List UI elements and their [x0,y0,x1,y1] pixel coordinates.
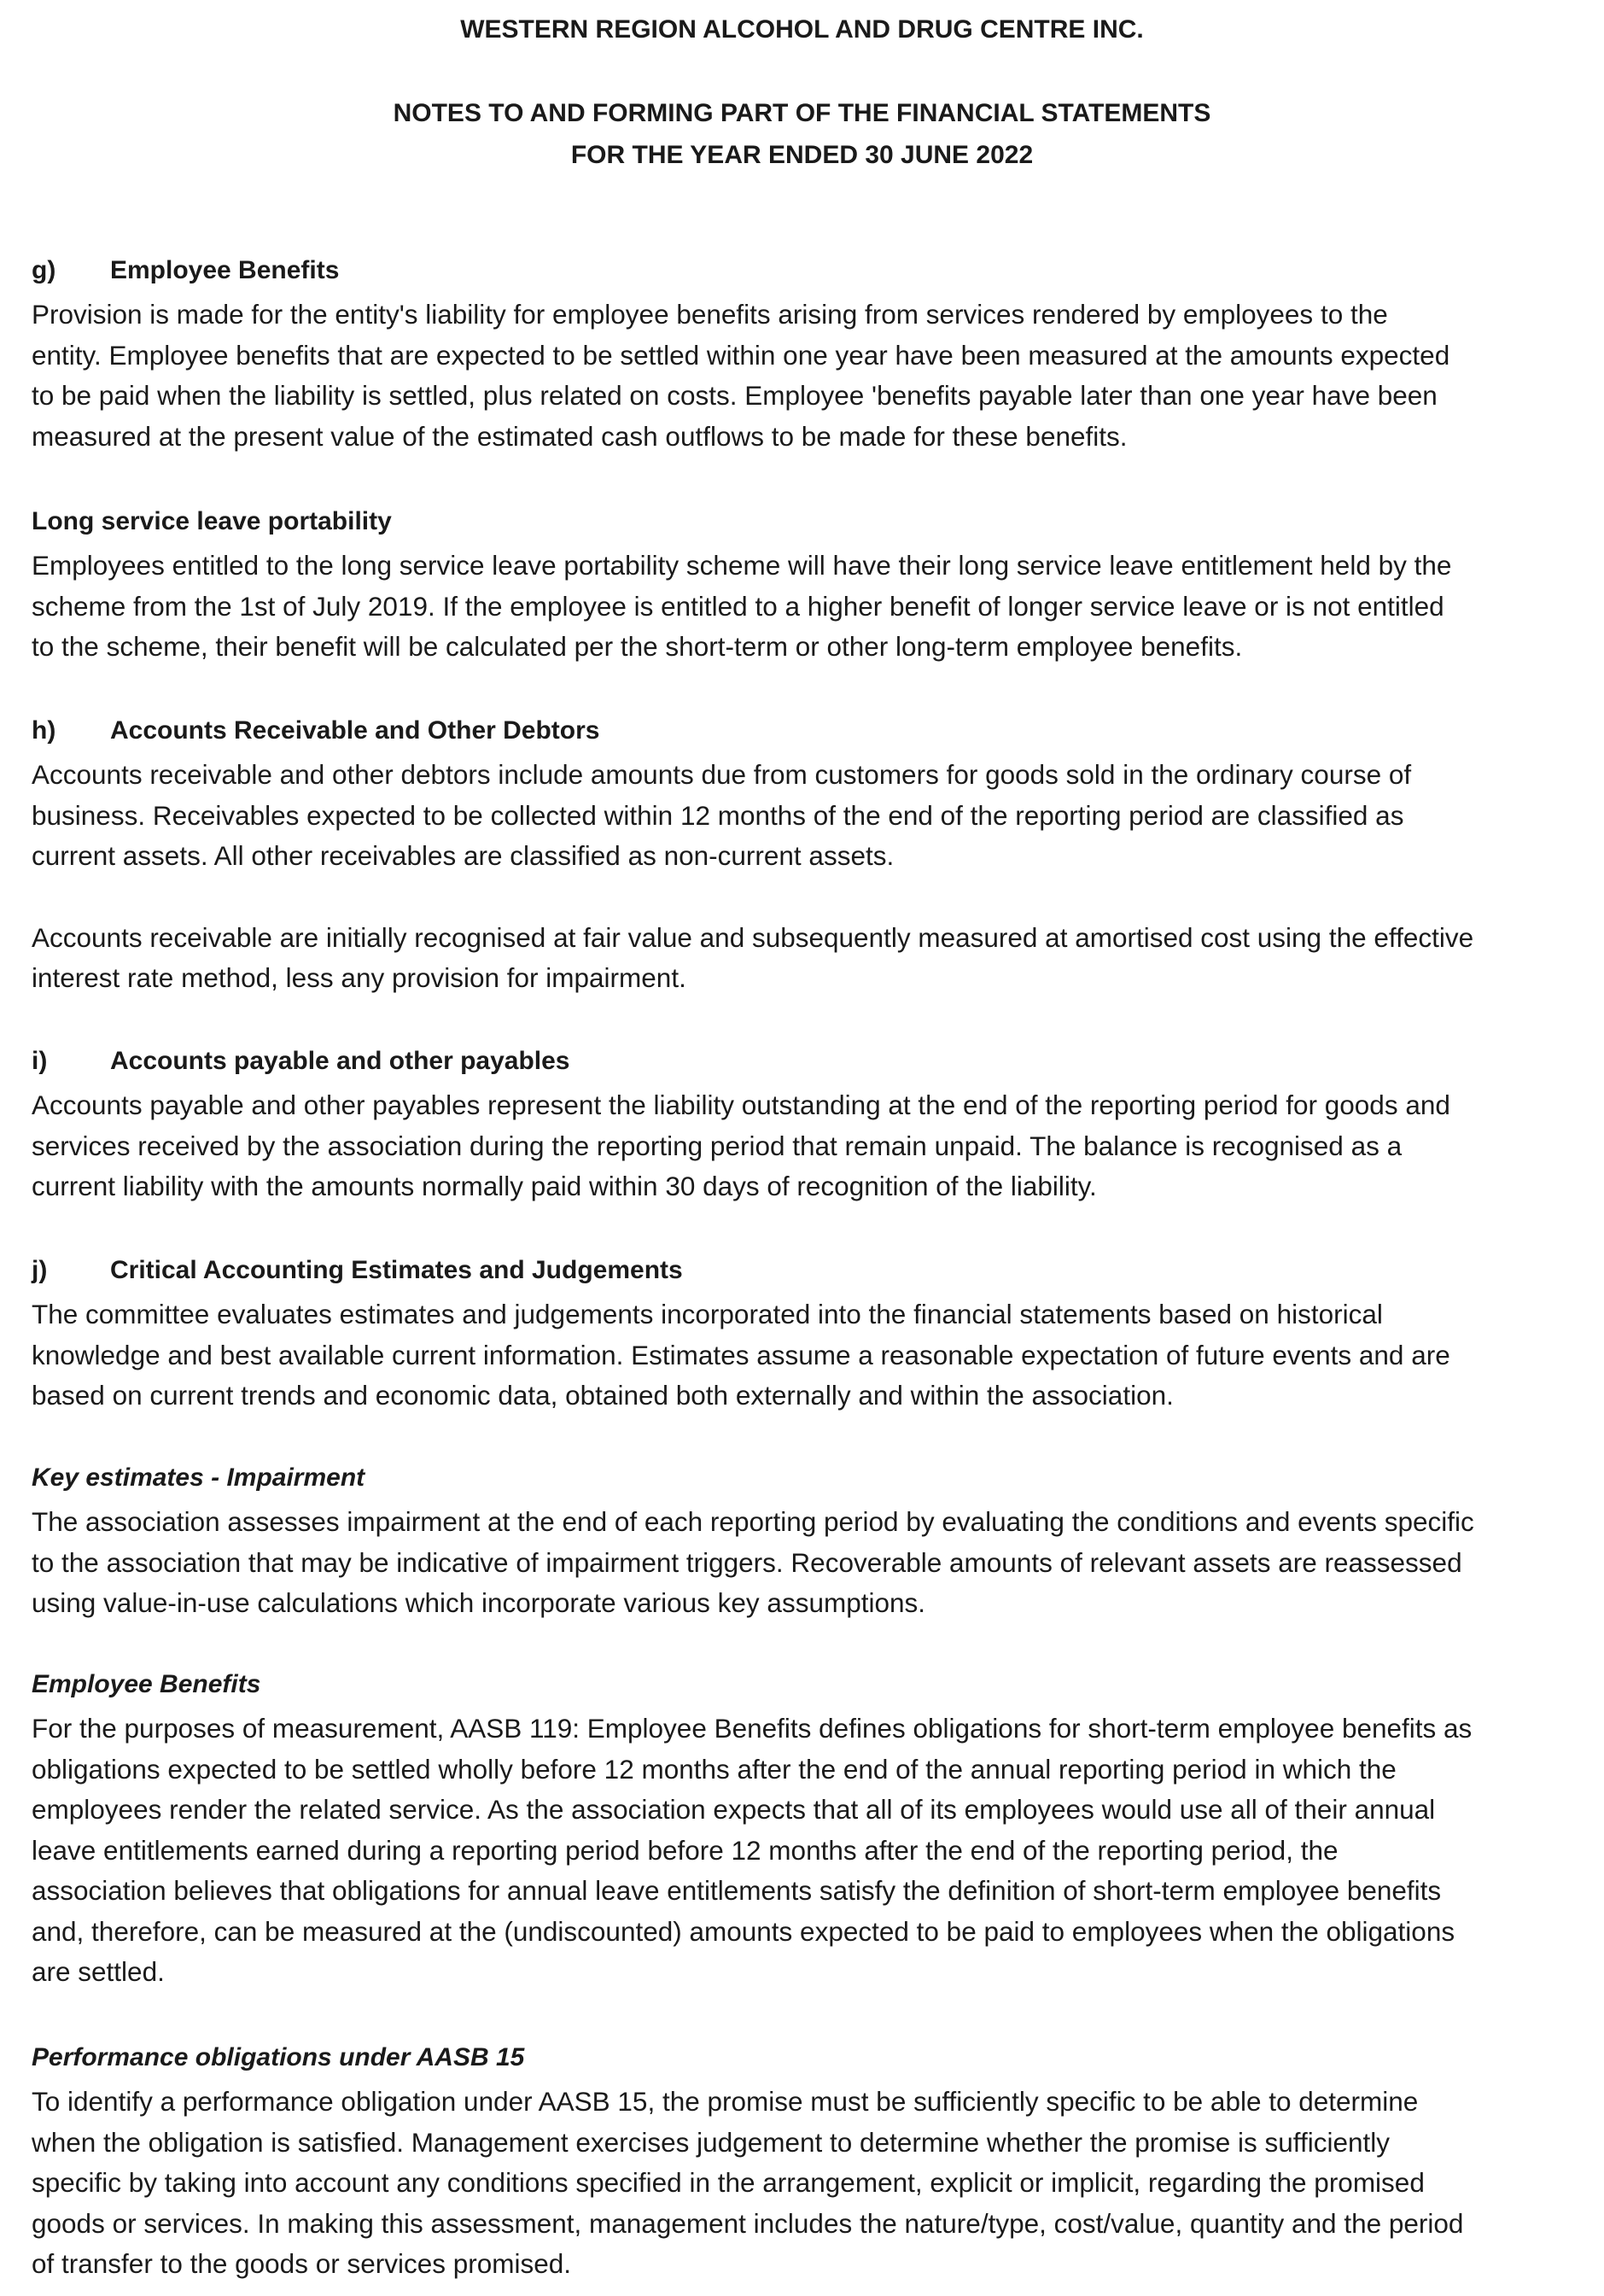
section-key-estimates-impairment [32,1461,1572,1624]
section-j [32,1253,1572,1417]
section-title: Critical Accounting Estimates and Judgements [110,1256,683,1284]
section-title: Accounts Receivable and Other Debtors [110,716,600,745]
section-paragraph: The committee evaluates estimates and judgements incorporated into the financial statements based on historical knowledge and best available current information. Estimates assume a reasonable expectation of future events and are based on current trends and economic data, obtained both externally and within the association. [32,1299,1450,1411]
document-subtitle: FOR THE YEAR ENDED 30 JUNE 2022 [570,141,1034,169]
section-title: Performance obligations under AASB 15 [32,2043,525,2071]
section-letter: h) [32,716,56,745]
section-letter: i) [32,1047,48,1075]
section-heading [32,714,1572,748]
section-paragraph: The association assesses impairment at the end of each reporting period by evaluating the conditions and events specific to the association that may be indicative of impairment triggers. Recoverable amounts of relevant assets are reassessed using value-in-use calculations which incorporate various key assumptions. [32,1506,1474,1618]
section-paragraph: Accounts receivable and other debtors include amounts due from customers for goods sold in the ordinary course of business. Receivables expected to be collected within 12 months of the end of the reporting period are classified as current assets. All other receivables are classified as non-current assets. [32,759,1412,871]
section-performance-obligations [32,2041,1572,2285]
section-heading [32,1044,1572,1078]
section-heading [32,1253,1572,1288]
section-letter: g) [32,256,56,284]
section-heading [32,254,1572,288]
section-g [32,254,1572,457]
section-paragraph: To identify a performance obligation under AASB 15, the promise must be sufficiently specific to be able to determine when the obligation is satisfied. Management exercises judgement to determine whether the promise is sufficiently specific by taking into account any conditions specified in the arrangement, explicit or implicit, regarding the promised goods or services. In making this assessment, management includes the nature/type, cost/value, quantity and the period of transfer to the goods or services promised. [32,2086,1464,2279]
section-title: Accounts payable and other payables [110,1047,570,1075]
section-paragraph: Accounts payable and other payables represent the liability outstanding at the end of the reporting period for goods and services received by the association during the reporting period that remain unpaid. The balance is recognised as a current liability with the amounts normally paid within 30 days of recognition of the liability. [32,1090,1450,1201]
section-h [32,714,1572,999]
document-title: NOTES TO AND FORMING PART OF THE FINANCIAL STATEMENTS [393,99,1211,127]
section-title: Employee Benefits [110,256,340,284]
section-paragraph: Employees entitled to the long service leave portability scheme will have their long service leave entitlement held by the scheme from the 1st of July 2019. If the employee is entitled to a higher benefit of longer service leave or is not entitled to the scheme, their benefit will be calculated per the short-term or other long-term employee benefits. [32,550,1452,662]
section-employee-benefits-estimates [32,1668,1572,1993]
section-paragraph: For the purposes of measurement, AASB 119: Employee Benefits defines obligations for short-term employee benefits as obligations expected to be settled wholly before 12 months after the end of the annual reporting period in which the employees render the related service. As the association expects that all of its employees would use all of their annual leave entitlements earned during a reporting period before 12 months after the end of the reporting period, the association believes that obligations for annual leave entitlements satisfy the definition of short-term employee benefits and, therefore, can be measured at the (undiscounted) amounts expected to be paid to employees when the obligations are settled. [32,1713,1473,1987]
section-long-service-leave [32,505,1572,668]
organization-name: WESTERN REGION ALCOHOL AND DRUG CENTRE INC. [460,15,1144,44]
section-letter: j) [32,1256,48,1284]
section-i [32,1044,1572,1207]
section-paragraph: Accounts receivable are initially recognised at fair value and subsequently measured at amortised cost using the effective interest rate method, less any provision for impairment. [32,921,1474,993]
section-title: Key estimates - Impairment [32,1463,365,1492]
section-title: Long service leave portability [32,507,392,535]
section-title: Employee Benefits [32,1670,261,1698]
section-paragraph: Provision is made for the entity's liability for employee benefits arising from services rendered by employees to the entity. Employee benefits that are expected to be settled within one year have been measured at the amounts expected to be paid when the liability is settled, plus related on costs. Employee 'benefits payable later than one year have been measured at the present value of the estimated cash outflows to be made for these benefits. [32,299,1450,452]
